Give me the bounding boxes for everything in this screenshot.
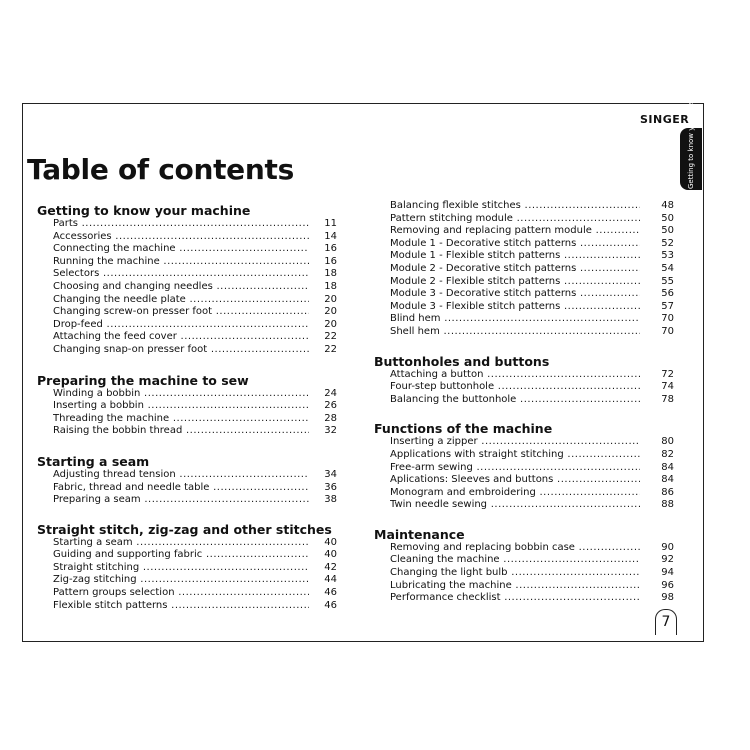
toc-entry[interactable]: [374, 288, 674, 301]
toc-entry-page: 24: [311, 388, 337, 401]
toc-entry-page: 18: [311, 281, 337, 294]
toc-entry-label: Twin needle sewing .....: [390, 499, 640, 512]
toc-entry[interactable]: [374, 301, 674, 314]
toc-section: [374, 200, 674, 339]
toc-entry-label: Changing screw-on presser foot .....: [53, 306, 309, 319]
toc-entry-label: Pattern stitching module .....: [390, 213, 640, 226]
toc-right-column: [374, 200, 674, 605]
toc-entry-page: 44: [311, 574, 337, 587]
toc-entry[interactable]: [37, 574, 337, 587]
toc-entry-page: 36: [311, 482, 337, 495]
toc-section: [374, 354, 674, 407]
toc-entry-label: Preparing a seam .....: [53, 494, 309, 507]
toc-entry-label: Balancing the buttonhole .....: [390, 394, 640, 407]
toc-entry-page: 16: [311, 256, 337, 269]
toc-entry-page: 18: [311, 268, 337, 281]
toc-entry-label: Accessories .....: [53, 231, 309, 244]
toc-entry[interactable]: [374, 542, 674, 555]
toc-entry-page: 94: [648, 567, 674, 580]
toc-entry-page: 92: [648, 554, 674, 567]
toc-entry-page: 72: [648, 369, 674, 382]
toc-entry[interactable]: [37, 549, 337, 562]
toc-entry-label: Running the machine .....: [53, 256, 309, 269]
side-tab-label: Getting to know your machine: [687, 82, 695, 189]
toc-entry[interactable]: [374, 369, 674, 382]
toc-entry-label: Free-arm sewing .....: [390, 462, 640, 475]
toc-entry-label: Balancing flexible stitches .....: [390, 200, 640, 213]
toc-entry-label: Starting a seam .....: [53, 537, 309, 550]
toc-entry-page: 70: [648, 326, 674, 339]
toc-section: [37, 373, 337, 438]
toc-section: [37, 522, 337, 613]
toc-entry-label: Changing the needle plate .....: [53, 294, 309, 307]
toc-entry-label: Attaching a button .....: [390, 369, 640, 382]
toc-entry[interactable]: [374, 567, 674, 580]
toc-entry-page: 55: [648, 276, 674, 289]
toc-entry[interactable]: [37, 243, 337, 256]
toc-entry-page: 20: [311, 306, 337, 319]
toc-entry-page: 22: [311, 331, 337, 344]
toc-entry-label: Parts .....: [53, 218, 309, 231]
toc-entry-label: Threading the machine .....: [53, 413, 309, 426]
toc-entry[interactable]: [374, 200, 674, 213]
toc-entry[interactable]: [37, 218, 337, 231]
brand-logo: SINGER: [640, 113, 690, 126]
toc-entry[interactable]: [374, 381, 674, 394]
toc-entry-page: 40: [311, 537, 337, 550]
toc-entry-page: 84: [648, 474, 674, 487]
toc-entry-page: 11: [311, 218, 337, 231]
section-side-tab[interactable]: [680, 82, 702, 190]
toc-entry[interactable]: [37, 425, 337, 438]
toc-entry-label: Fabric, thread and needle table .....: [53, 482, 309, 495]
toc-entry-page: 86: [648, 487, 674, 500]
page-number: 7: [655, 609, 677, 635]
toc-entry[interactable]: [374, 238, 674, 251]
toc-entry[interactable]: [37, 482, 337, 495]
toc-entry-label: Applications with straight stitching .....: [390, 449, 640, 462]
toc-entry-label: Module 3 - Decorative stitch patterns .....: [390, 288, 640, 301]
toc-entry[interactable]: [374, 213, 674, 226]
section-heading: Starting a seam: [37, 453, 150, 469]
toc-entry[interactable]: [374, 276, 674, 289]
toc-entry[interactable]: [37, 413, 337, 426]
toc-entry-label: Flexible stitch patterns .....: [53, 600, 309, 613]
toc-entry-label: Guiding and supporting fabric .....: [53, 549, 309, 562]
toc-entry[interactable]: [37, 281, 337, 294]
toc-entry-label: Four-step buttonhole .....: [390, 381, 640, 394]
section-heading: Maintenance: [374, 526, 465, 542]
toc-entry-page: 16: [311, 243, 337, 256]
section-heading: Preparing the machine to sew: [37, 372, 249, 388]
toc-entry[interactable]: [374, 499, 674, 512]
toc-entry[interactable]: [37, 537, 337, 550]
toc-entry[interactable]: [37, 331, 337, 344]
toc-entry[interactable]: [37, 319, 337, 332]
toc-entry-label: Module 2 - Flexible stitch patterns .....: [390, 276, 640, 289]
toc-entry[interactable]: [374, 394, 674, 407]
toc-entry[interactable]: [37, 388, 337, 401]
page-title: Table of contents: [27, 153, 294, 186]
toc-entry-label: Module 1 - Flexible stitch patterns .....: [390, 250, 640, 263]
toc-entry-page: 46: [311, 587, 337, 600]
toc-entry-page: 88: [648, 499, 674, 512]
toc-entry[interactable]: [374, 580, 674, 593]
toc-entry-page: 22: [311, 344, 337, 357]
toc-entry[interactable]: [37, 344, 337, 357]
toc-entry[interactable]: [374, 313, 674, 326]
toc-entry-label: Shell hem .....: [390, 326, 640, 339]
toc-entry[interactable]: [37, 494, 337, 507]
toc-entry-label: Performance checklist .....: [390, 592, 640, 605]
toc-entry-label: Drop-feed .....: [53, 319, 309, 332]
toc-entry[interactable]: [374, 326, 674, 339]
toc-entry-page: 84: [648, 462, 674, 475]
toc-entry-page: 42: [311, 562, 337, 575]
toc-entry-page: 34: [311, 469, 337, 482]
toc-entry-page: 80: [648, 436, 674, 449]
section-heading: Functions of the machine: [374, 421, 553, 437]
toc-entry-label: Changing the light bulb .....: [390, 567, 640, 580]
toc-left-column: [37, 203, 337, 612]
toc-entry-label: Inserting a zipper .....: [390, 436, 640, 449]
toc-entry-page: 14: [311, 231, 337, 244]
toc-entry-label: Choosing and changing needles .....: [53, 281, 309, 294]
toc-entry-label: Removing and replacing pattern module .....: [390, 225, 640, 238]
toc-entry-page: 46: [311, 600, 337, 613]
toc-entry-page: 96: [648, 580, 674, 593]
toc-section: [374, 527, 674, 605]
toc-entry-label: Changing snap-on presser foot .....: [53, 344, 309, 357]
toc-entry-page: 38: [311, 494, 337, 507]
toc-entry[interactable]: [374, 225, 674, 238]
toc-entry-page: 32: [311, 425, 337, 438]
toc-entry[interactable]: [374, 592, 674, 605]
toc-entry-label: Lubricating the machine .....: [390, 580, 640, 593]
toc-entry[interactable]: [37, 256, 337, 269]
toc-entry[interactable]: [37, 562, 337, 575]
toc-entry-label: Removing and replacing bobbin case .....: [390, 542, 640, 555]
toc-entry[interactable]: [374, 554, 674, 567]
toc-entry-label: Module 3 - Flexible stitch patterns .....: [390, 301, 640, 314]
toc-entry-page: 50: [648, 213, 674, 226]
toc-entry-page: 40: [311, 549, 337, 562]
toc-entry-page: 82: [648, 449, 674, 462]
toc-entry-label: Cleaning the machine .....: [390, 554, 640, 567]
toc-section: [374, 421, 674, 512]
toc-entry-label: Pattern groups selection .....: [53, 587, 309, 600]
section-heading: Buttonholes and buttons: [374, 353, 550, 369]
toc-entry-page: 20: [311, 294, 337, 307]
toc-section: [37, 203, 337, 357]
toc-entry-label: Monogram and embroidering .....: [390, 487, 640, 500]
toc-entry-page: 48: [648, 200, 674, 213]
toc-entry-label: Attaching the feed cover .....: [53, 331, 309, 344]
toc-entry[interactable]: [374, 462, 674, 475]
toc-entry-label: Module 1 - Decorative stitch patterns .....: [390, 238, 640, 251]
toc-entry-label: Inserting a bobbin .....: [53, 400, 309, 413]
toc-entry[interactable]: [37, 587, 337, 600]
toc-entry-page: 26: [311, 400, 337, 413]
toc-entry-page: 57: [648, 301, 674, 314]
toc-entry-page: 98: [648, 592, 674, 605]
toc-entry-label: Straight stitching .....: [53, 562, 309, 575]
toc-entry-page: 50: [648, 225, 674, 238]
toc-entry[interactable]: [37, 400, 337, 413]
toc-entry[interactable]: [374, 250, 674, 263]
toc-entry[interactable]: [37, 306, 337, 319]
toc-entry[interactable]: [37, 268, 337, 281]
toc-entry-page: 52: [648, 238, 674, 251]
toc-entry[interactable]: [37, 469, 337, 482]
section-heading: Straight stitch, zig-zag and other stitches: [37, 521, 332, 537]
toc-entry-label: Winding a bobbin .....: [53, 388, 309, 401]
toc-entry-page: 78: [648, 394, 674, 407]
toc-entry[interactable]: [37, 600, 337, 613]
toc-entry-page: 54: [648, 263, 674, 276]
toc-entry[interactable]: [374, 436, 674, 449]
toc-entry-label: Connecting the machine .....: [53, 243, 309, 256]
section-heading: Getting to know your machine: [37, 203, 251, 218]
toc-entry-label: Zig-zag stitching .....: [53, 574, 309, 587]
toc-entry-label: Module 2 - Decorative stitch patterns .....: [390, 263, 640, 276]
toc-entry[interactable]: [374, 449, 674, 462]
toc-entry-label: Raising the bobbin thread .....: [53, 425, 309, 438]
toc-entry-page: 74: [648, 381, 674, 394]
toc-entry-label: Selectors .....: [53, 268, 309, 281]
toc-entry-label: Adjusting thread tension .....: [53, 469, 309, 482]
toc-entry[interactable]: [37, 294, 337, 307]
toc-entry-label: Blind hem .....: [390, 313, 640, 326]
toc-entry-page: 20: [311, 319, 337, 332]
toc-section: [37, 454, 337, 507]
toc-entry[interactable]: [374, 474, 674, 487]
toc-entry-page: 53: [648, 250, 674, 263]
toc-entry-page: 28: [311, 413, 337, 426]
toc-entry-page: 56: [648, 288, 674, 301]
toc-entry[interactable]: [374, 263, 674, 276]
toc-entry-label: Aplications: Sleeves and buttons .....: [390, 474, 640, 487]
toc-entry[interactable]: [37, 231, 337, 244]
toc-entry-page: 90: [648, 542, 674, 555]
toc-entry[interactable]: [374, 487, 674, 500]
toc-entry-page: 70: [648, 313, 674, 326]
